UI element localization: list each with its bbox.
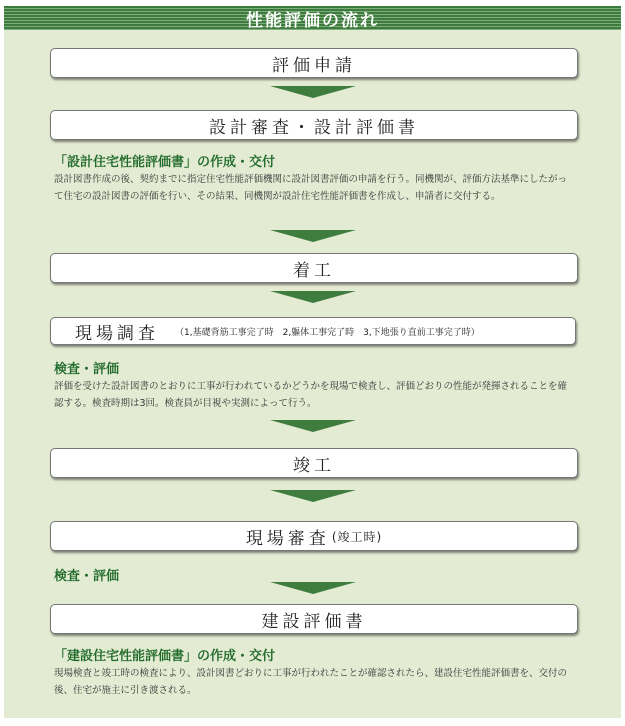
step-application (50, 48, 578, 78)
survey-timing-note: （1,基礎背筋工事完了時 2,軀体工事完了時 3,下地張り直前工事完了時） (175, 327, 480, 338)
design-heading: 「設計住宅性能評価書」の作成・交付 (54, 155, 276, 170)
step-label: 着工 (293, 260, 335, 281)
step-label: 評価申請 (272, 55, 356, 76)
step-label: 竣工 (293, 455, 335, 476)
step-site-survey (50, 317, 576, 345)
step-sublabel: (竣工時) (331, 529, 383, 544)
step-label: 現場審査 (245, 528, 330, 549)
down-arrow-icon (270, 230, 356, 242)
step-label: 設計審査・設計評価書 (209, 117, 419, 138)
design-description: 設計図書作成の後、契約までに指定住宅性能評価機関に設計図書評価の申請を行う。同機関が、評価方法基準にしたがって住宅の設計図書の評価を行い、その結果、同機関が設計住宅性能評価書を作成し、申請者に交付する。 (54, 174, 568, 202)
step-groundbreaking (50, 253, 578, 283)
inspection-description: 評価を受けた設計図書のとおりに工事が行われているかどうかを現場で検査し、評価どおりの性能が発揮されることを確認する。検査時期は3回。検査員が目視や実測によって行う。 (54, 381, 568, 409)
page-title: 性能評価の流れ (246, 10, 379, 31)
down-arrow-icon (270, 291, 356, 303)
down-arrow-icon (270, 582, 356, 594)
inspection-heading: 検査・評価 (54, 362, 120, 377)
step-label: 現場調査 (75, 323, 159, 344)
construction-heading: 「建設住宅性能評価書」の作成・交付 (54, 649, 276, 664)
construction-description: 現場検査と竣工時の検査により、設計図書どおりに工事が行われたことが確認されたら、建設住宅性能評価書を、交付の後、住宅が施主に引き渡される。 (54, 668, 568, 696)
step-label: 建設評価書 (261, 611, 367, 632)
step-completion (50, 448, 578, 478)
step-construction-report (50, 604, 578, 634)
final-inspection-heading: 検査・評価 (54, 569, 120, 584)
step-site-review (50, 521, 578, 551)
title-bar (4, 6, 621, 30)
down-arrow-icon (270, 86, 356, 98)
down-arrow-icon (270, 490, 356, 502)
step-design-review (50, 110, 578, 140)
down-arrow-icon (270, 420, 356, 432)
